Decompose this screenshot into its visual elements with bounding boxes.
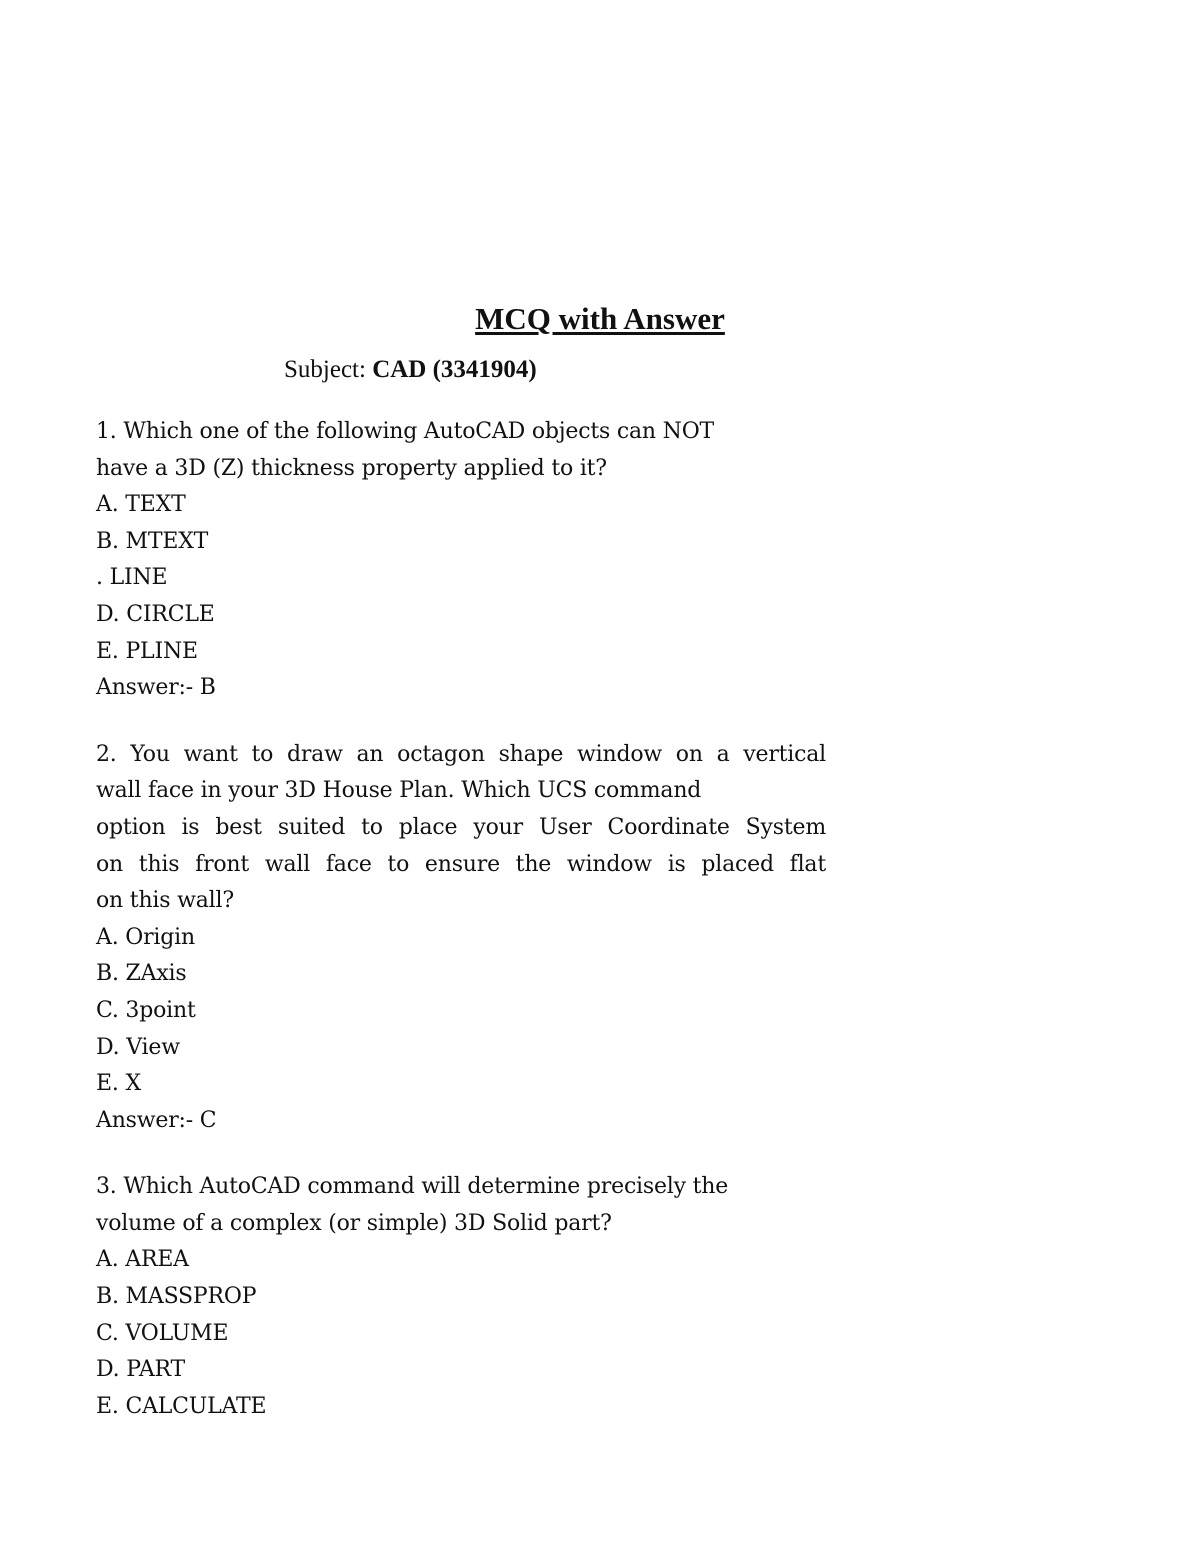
question-stem [96,414,826,487]
subject-label: Subject: [284,356,366,383]
answer-option: D. CIRCLE [96,601,215,627]
answer-option: B. MTEXT [96,528,209,554]
answer-option: A. AREA [96,1247,189,1273]
answer-option: B. MASSPROP [96,1284,257,1310]
question-list [96,414,826,1455]
question-stem-line: 2. You want to draw an octagon shape window on a vertical [96,741,826,767]
question-stem-line: option is best suited to place your User Coordinate System [96,814,826,840]
answer-option: A. Origin [96,924,195,950]
question-stem-line: 3. Which AutoCAD command will determine precisely the [96,1174,729,1200]
answer-option: B. ZAxis [96,961,187,987]
answer-option: D. PART [96,1357,185,1383]
correct-answer: Answer:- B [96,675,216,701]
question-stem-line: 1. Which one of the following AutoCAD objects can NOT [96,419,715,444]
question-stem-line: volume of a complex (or simple) 3D Solid part? [96,1210,612,1236]
subject-value: CAD (3341904) [372,356,537,383]
answer-option: D. View [96,1034,180,1060]
answer-option: E. X [96,1071,141,1097]
question-stem [96,737,826,920]
question-3 [96,1169,826,1425]
question-stem [96,1169,826,1242]
answer-option: C. VOLUME [96,1320,229,1346]
answer-option: C. 3point [96,997,196,1023]
question-stem-line: wall face in your 3D House Plan. Which UCS command [96,778,702,804]
question-stem-line: on this front wall face to ensure the window is placed flat [96,851,826,877]
answer-option: E. CALCULATE [96,1393,267,1419]
question-stem-line: have a 3D (Z) thickness property applied to it? [96,455,607,481]
correct-answer: Answer:- C [96,1107,217,1133]
page-title: MCQ with Answer [475,301,725,336]
answer-option: E. PLINE [96,638,198,664]
question-1 [96,414,826,707]
question-2 [96,737,826,1140]
question-stem-line: on this wall? [96,888,234,914]
subject-line [284,352,537,388]
answer-option: . LINE [96,565,168,591]
answer-option: A. TEXT [96,492,186,518]
